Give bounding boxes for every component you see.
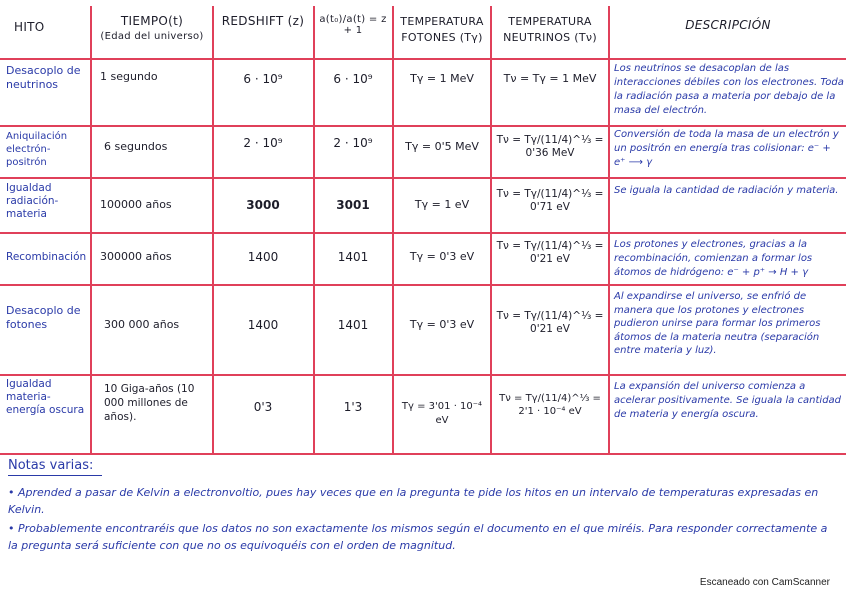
grid-vline (313, 6, 315, 454)
row-6-redshift: 0'3 (253, 400, 273, 414)
header-ratio: a(t₀)/a(t) = z + 1 (319, 14, 387, 36)
row-1-descripcion: Los neutrinos se desacoplan de las interacciones débiles con los electrones. Toda la radiación pasa a materia por debajo de la masa del electrón. (614, 63, 844, 116)
row-3-temp-neutrinos: Tν = Tγ/(11/4)^⅓ = 0'71 eV (496, 188, 604, 213)
row-3-descripcion: Se iguala la cantidad de radiación y materia. (614, 185, 839, 196)
row-6-temp-fotones: Tγ = 3'01 · 10⁻⁴ eV (401, 401, 483, 426)
row-2-redshift: 2 · 10⁹ (243, 136, 283, 150)
row-1-tiempo: 1 segundo (100, 70, 158, 83)
notes-title: Notas varias: (8, 458, 94, 473)
row-2-temp-fotones: Tγ = 0'5 MeV (405, 140, 479, 153)
row-6-ratio: 1'3 (343, 400, 363, 414)
row-2-descripcion: Conversión de toda la masa de un electrón y un positrón en energía tras colisionar: e⁻ + e⁺ ⟶ γ (614, 129, 839, 168)
row-3-redshift: 3000 (246, 198, 280, 212)
row-6-descripcion: La expansión del universo comienza a acelerar positivamente. Se iguala la cantidad de materia y energía oscura. (614, 381, 842, 420)
note-item-1: • Aprended a pasar de Kelvin a electronvoltio, pues hay veces que en la pregunta te pide los hitos en un intervalo de temperaturas expresadas en Kelvin. (8, 486, 819, 516)
grid-hline (0, 453, 846, 455)
row-2-tiempo: 6 segundos (104, 140, 168, 153)
header-tiempo-sub: (Edad del universo) (100, 31, 204, 42)
row-3-ratio: 3001 (336, 198, 370, 212)
row-6-tiempo: 10 Giga-años (10 000 millones de años). (104, 383, 195, 423)
note-item-2: • Probablemente encontraréis que los datos no son exactamente los mismos según el documento en el que miréis. Para responder correctamente a la pregunta será suficiente con que no os equivoquéis con el orden de magnitud. (8, 522, 828, 552)
header-descripcion: DESCRIPCIÓN (685, 18, 771, 32)
header-redshift: REDSHIFT (z) (221, 14, 305, 28)
grid-vline (392, 6, 394, 454)
header-temp-fotones: TEMPERATURA FOTONES (Tγ) (400, 15, 484, 44)
row-5-tiempo: 300 000 años (104, 318, 180, 331)
header-tiempo-label: TIEMPO(t) (120, 14, 184, 28)
row-1-redshift: 6 · 10⁹ (243, 72, 283, 86)
row-3-tiempo: 100000 años (100, 198, 172, 211)
row-1-ratio: 6 · 10⁹ (333, 72, 373, 86)
row-1-hito: Desacoplo de neutrinos (6, 64, 81, 91)
header-temp-neutrinos: TEMPERATURA NEUTRINOS (Tν) (503, 15, 597, 44)
row-5-redshift: 1400 (247, 318, 279, 332)
row-1-temp-fotones: Tγ = 1 MeV (410, 72, 474, 85)
camscanner-footer: Escaneado con CamScanner (699, 577, 830, 588)
row-4-temp-neutrinos: Tν = Tγ/(11/4)^⅓ = 0'21 eV (496, 240, 604, 265)
grid-hline (0, 177, 846, 179)
grid-hline (0, 232, 846, 234)
row-2-hito: Aniquilación electrón-positrón (6, 131, 68, 168)
row-6-temp-neutrinos: Tν = Tγ/(11/4)^⅓ = 2'1 · 10⁻⁴ eV (499, 393, 601, 417)
grid-hline (0, 284, 846, 286)
row-2-ratio: 2 · 10⁹ (333, 136, 373, 150)
notes-title-underline (8, 475, 102, 476)
row-3-temp-fotones: Tγ = 1 eV (414, 198, 470, 211)
grid-hline (0, 58, 846, 60)
row-5-hito: Desacoplo de fotones (6, 304, 81, 331)
row-6-hito: Igualdad materia-energía oscura (6, 378, 85, 416)
row-1-temp-neutrinos: Tν = Tγ = 1 MeV (503, 72, 597, 85)
header-tiempo (96, 14, 208, 42)
row-4-descripcion: Los protones y electrones, gracias a la recombinación, comienzan a formar los átomos de hidrógeno: e⁻ + p⁺ → H + γ (614, 239, 813, 278)
row-5-ratio: 1401 (337, 318, 369, 332)
row-5-descripcion: Al expandirse el universo, se enfrió de manera que los protones y electrones pudieron unirse para formar los primeros átomos de la materia neutra (separación entre materia y luz). (614, 291, 821, 356)
grid-hline (0, 374, 846, 376)
row-4-hito: Recombinación (6, 251, 87, 263)
row-4-redshift: 1400 (247, 250, 279, 264)
grid-vline (90, 6, 92, 454)
grid-vline (490, 6, 492, 454)
row-2-temp-neutrinos: Tν = Tγ/(11/4)^⅓ = 0'36 MeV (496, 134, 604, 159)
row-4-ratio: 1401 (337, 250, 369, 264)
grid-vline (608, 6, 610, 454)
grid-vline (212, 6, 214, 454)
row-4-temp-fotones: Tγ = 0'3 eV (409, 250, 475, 263)
row-5-temp-fotones: Tγ = 0'3 eV (409, 318, 475, 331)
row-5-temp-neutrinos: Tν = Tγ/(11/4)^⅓ = 0'21 eV (496, 310, 604, 335)
grid-hline (0, 125, 846, 127)
row-3-hito: Igualdad radiación-materia (6, 182, 59, 220)
row-4-tiempo: 300000 años (100, 250, 172, 263)
header-hito: HITO (14, 20, 45, 34)
